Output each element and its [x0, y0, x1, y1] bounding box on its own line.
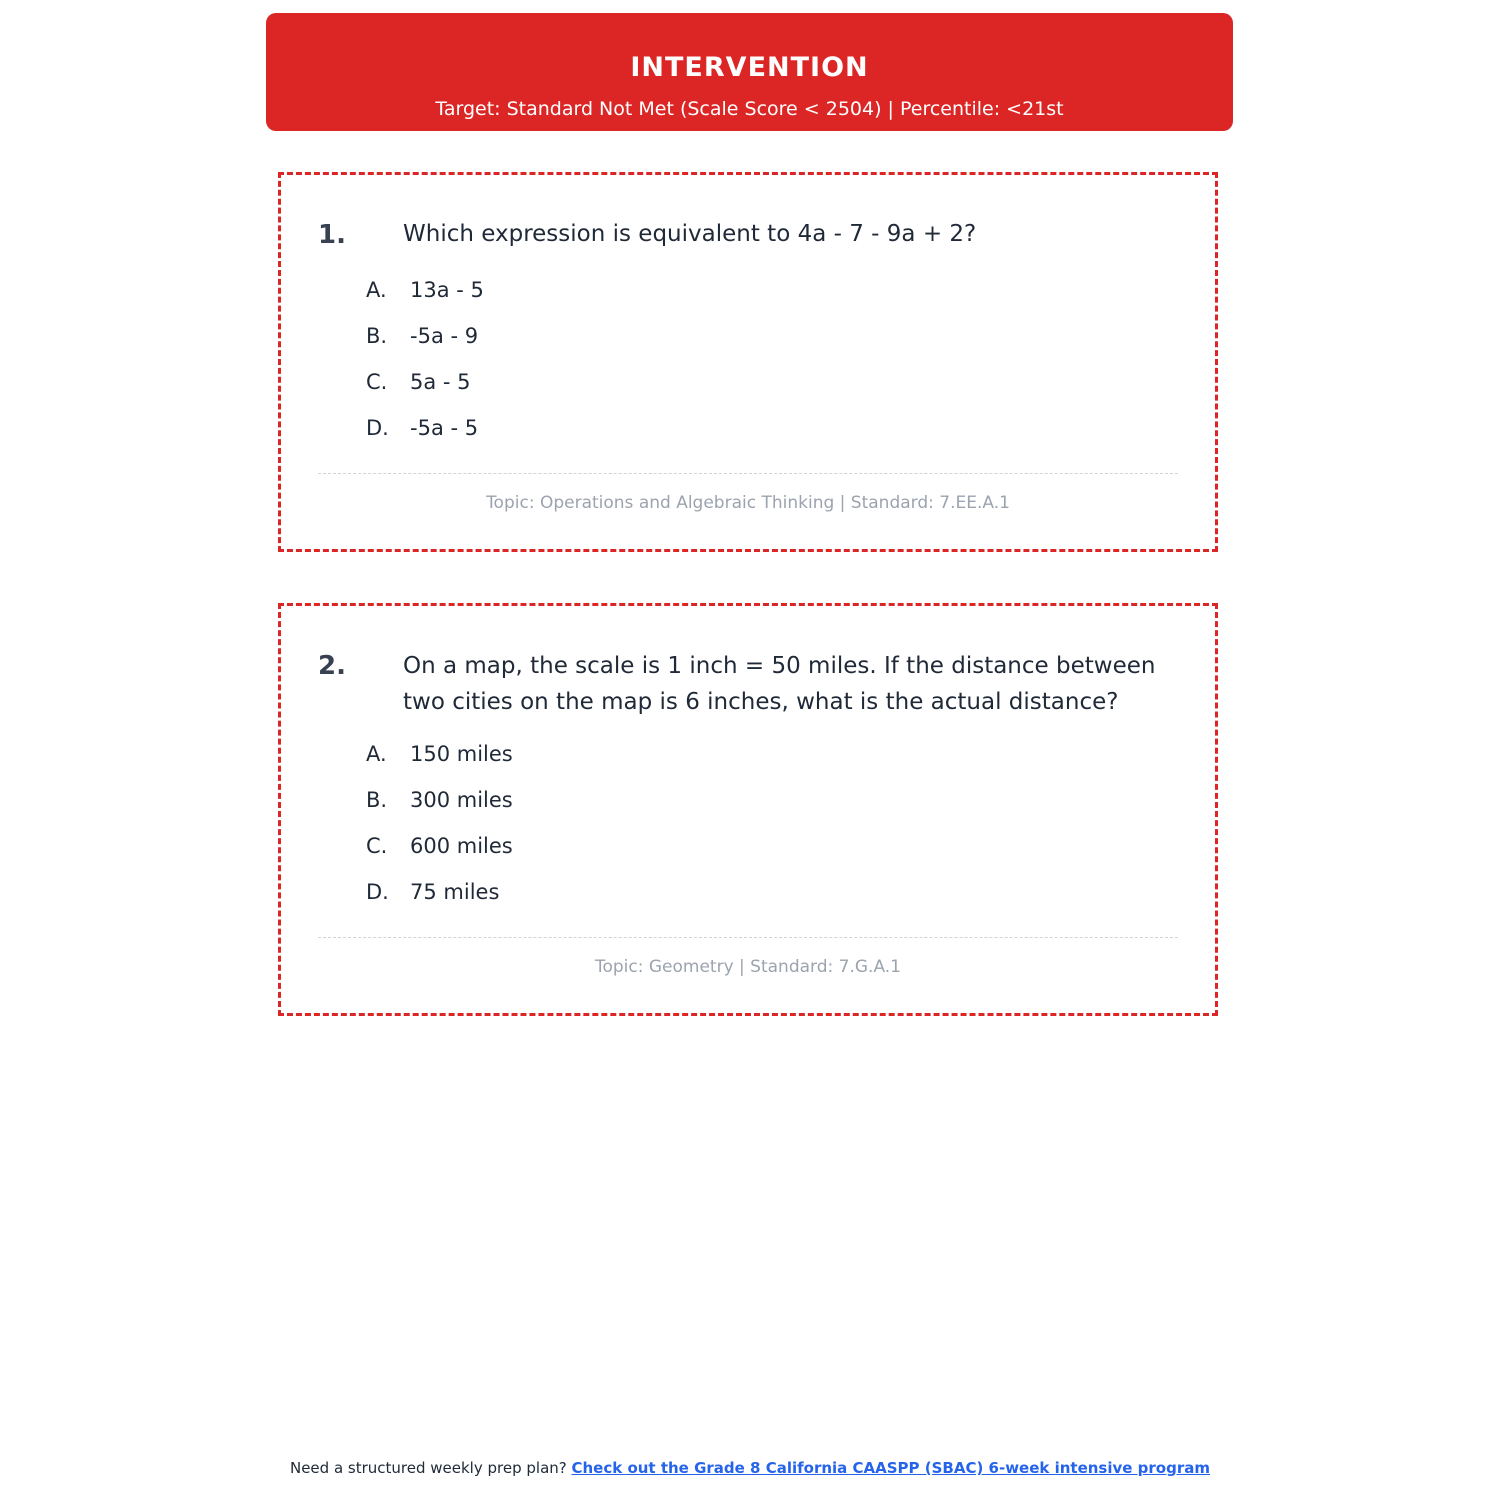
option-letter: A. [366, 278, 387, 302]
answer-option-b[interactable] [366, 322, 484, 368]
answer-option-c[interactable] [366, 368, 484, 414]
option-letter: C. [366, 370, 388, 394]
answer-option-d[interactable] [366, 414, 484, 460]
option-text: 300 miles [410, 788, 513, 812]
option-text: -5a - 9 [410, 324, 479, 348]
footer-promo [0, 1458, 1500, 1478]
option-text: 13a - 5 [410, 278, 484, 302]
question-divider [318, 473, 1178, 474]
option-letter: D. [366, 880, 389, 904]
option-text: 150 miles [410, 742, 513, 766]
option-letter: D. [366, 416, 389, 440]
answer-options [366, 740, 513, 924]
answer-option-c[interactable] [366, 832, 513, 878]
question-meta: Topic: Geometry | Standard: 7.G.A.1 [594, 957, 901, 977]
intervention-banner [266, 13, 1233, 131]
answer-option-a[interactable] [366, 740, 513, 786]
answer-option-a[interactable] [366, 276, 484, 322]
option-letter: B. [366, 788, 388, 812]
option-text: 75 miles [410, 880, 500, 904]
option-text: 5a - 5 [410, 370, 471, 394]
option-letter: C. [366, 834, 388, 858]
answer-options [366, 276, 484, 460]
question-number: 1. [318, 220, 346, 250]
option-letter: A. [366, 742, 387, 766]
banner-title: INTERVENTION [630, 52, 869, 83]
question-card-1 [278, 172, 1218, 552]
option-text: 600 miles [410, 834, 513, 858]
question-card-2 [278, 603, 1218, 1016]
question-text: On a map, the scale is 1 inch = 50 miles. If the distance between two cities on the map is 6 inches, what is the actual distance? [403, 653, 1156, 715]
question-text: Which expression is equivalent to 4a - 7 - 9a + 2? [403, 221, 977, 247]
option-letter: B. [366, 324, 388, 348]
banner-subtitle: Target: Standard Not Met (Scale Score < 2504) | Percentile: <21st [435, 98, 1064, 120]
question-meta: Topic: Operations and Algebraic Thinking | Standard: 7.EE.A.1 [486, 493, 1010, 513]
question-divider [318, 937, 1178, 938]
question-number: 2. [318, 651, 346, 681]
footer-prompt: Need a structured weekly prep plan? [289, 1459, 572, 1477]
program-link[interactable]: Check out the Grade 8 California CAASPP (SBAC) 6-week intensive program [571, 1459, 1211, 1477]
answer-option-b[interactable] [366, 786, 513, 832]
answer-option-d[interactable] [366, 878, 513, 924]
option-text: -5a - 5 [410, 416, 479, 440]
